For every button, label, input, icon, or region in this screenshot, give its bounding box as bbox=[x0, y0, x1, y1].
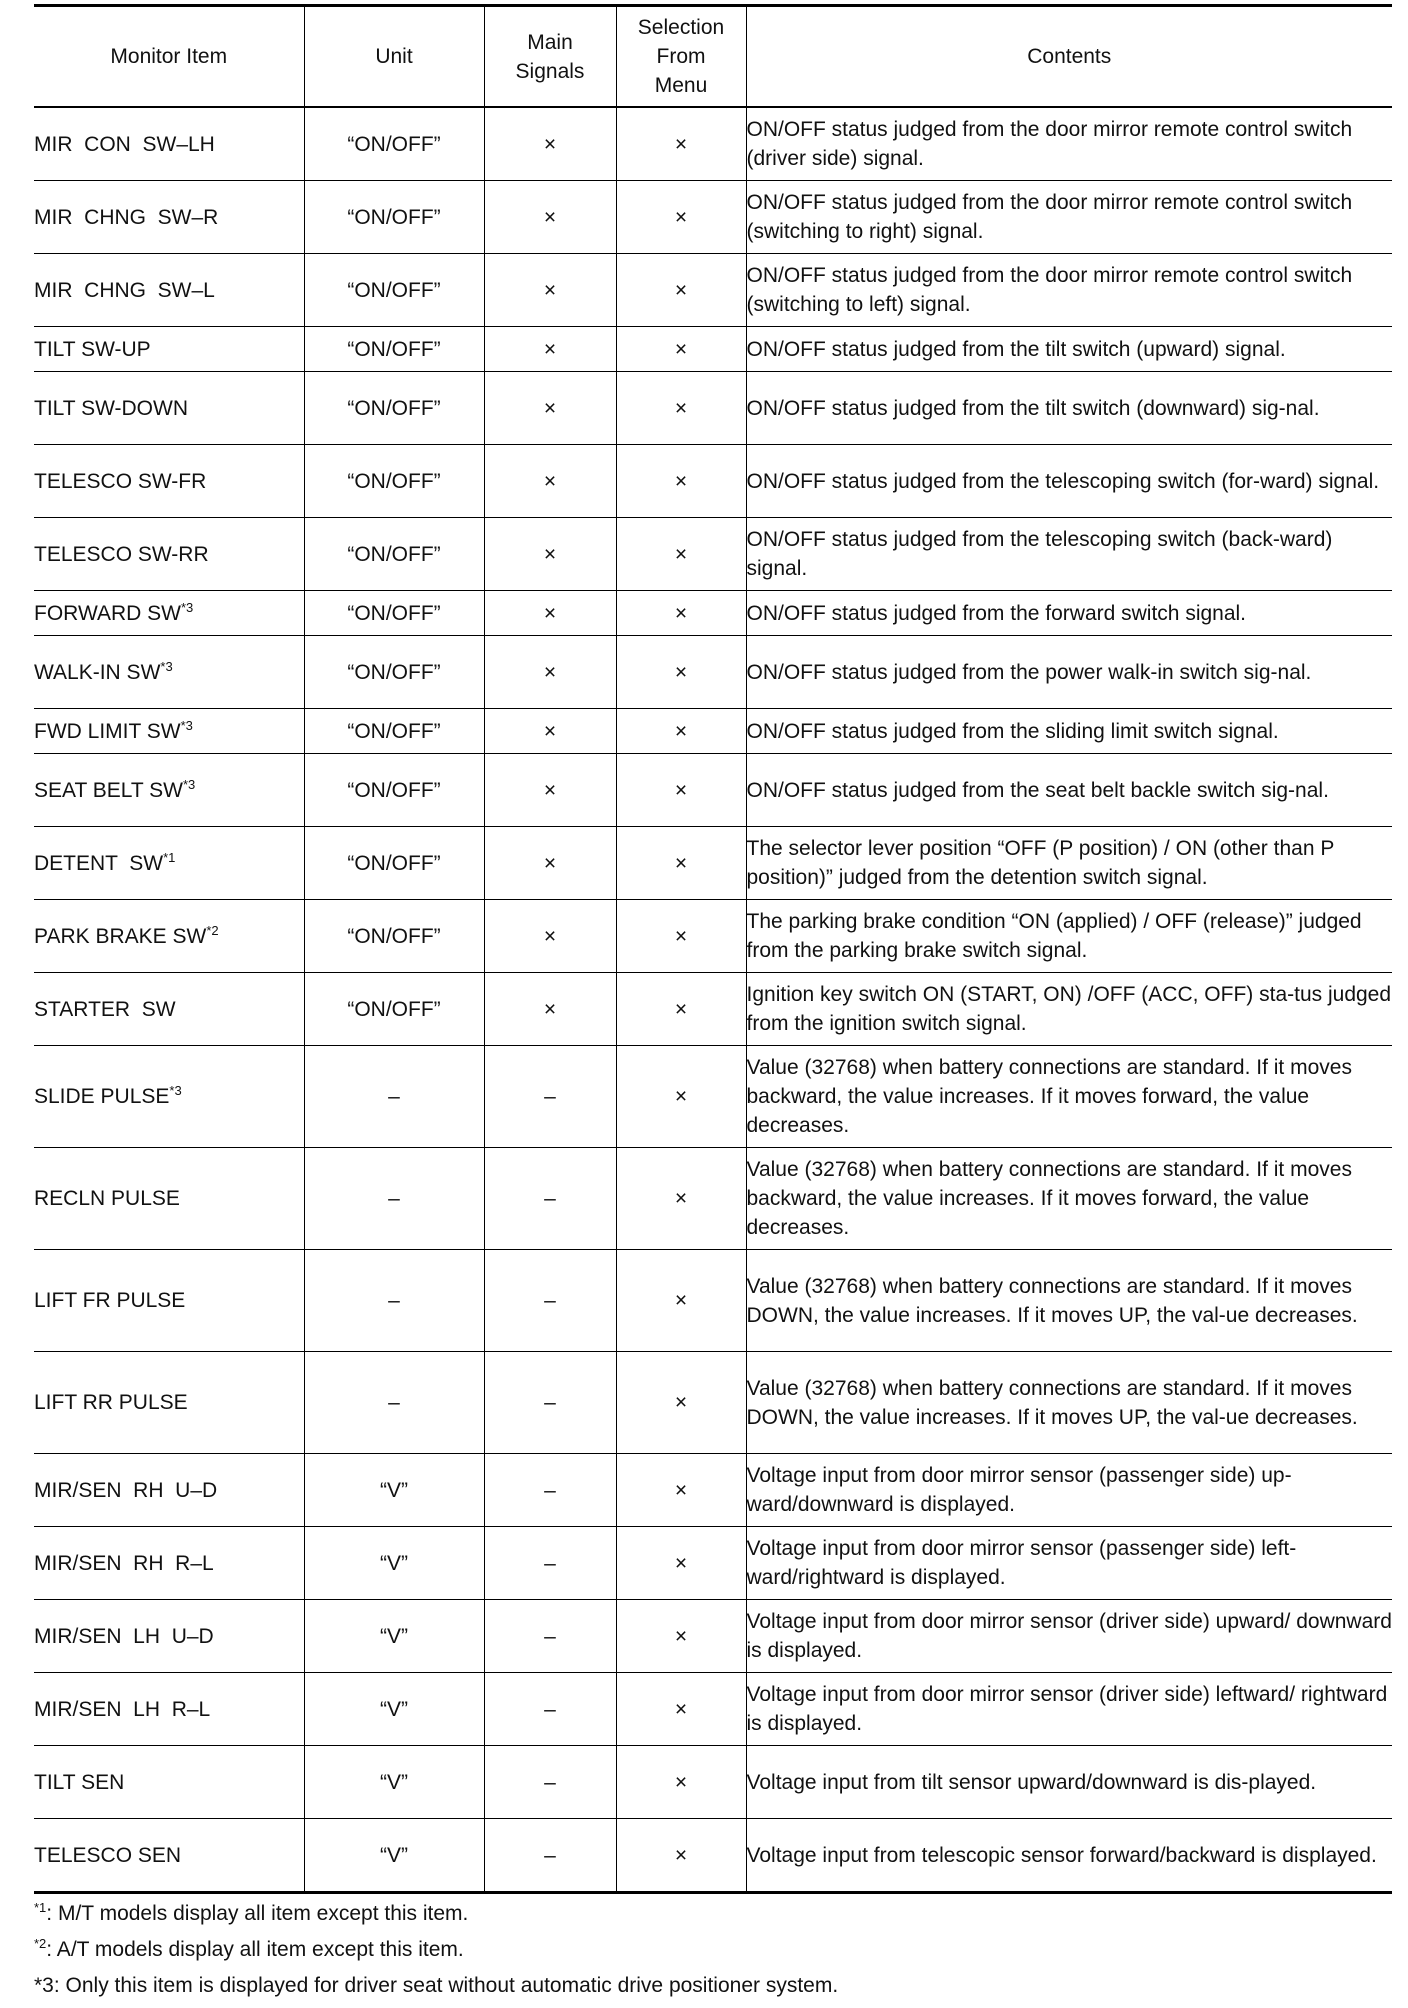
footnote-reference: *3 bbox=[181, 599, 194, 615]
cell-main-signals: × bbox=[484, 900, 616, 973]
cell-main-signals: – bbox=[484, 1148, 616, 1250]
monitor-item-label: MIR/SEN LH U–D bbox=[34, 1624, 214, 1648]
cell-selection-from-menu: × bbox=[616, 1673, 746, 1746]
cell-unit: “ON/OFF” bbox=[304, 181, 484, 254]
monitor-item-label: TELESCO SW-FR bbox=[34, 469, 207, 493]
cell-unit: “ON/OFF” bbox=[304, 518, 484, 591]
cell-monitor-item bbox=[34, 827, 304, 900]
cell-main-signals: – bbox=[484, 1673, 616, 1746]
table-row bbox=[34, 254, 1392, 327]
cell-monitor-item bbox=[34, 1046, 304, 1148]
cell-monitor-item bbox=[34, 1454, 304, 1527]
footnote-text: : M/T models display all item except this item. bbox=[46, 1902, 469, 1925]
cell-contents: The parking brake condition “ON (applied) / OFF (release)” judged from the parking brake switch signal. bbox=[746, 900, 1392, 973]
cell-contents: ON/OFF status judged from the telescoping switch (back-ward) signal. bbox=[746, 518, 1392, 591]
table-row bbox=[34, 1148, 1392, 1250]
cell-monitor-item bbox=[34, 636, 304, 709]
cell-main-signals: × bbox=[484, 107, 616, 181]
cell-contents: Value (32768) when battery connections are standard. If it moves DOWN, the value increases. If it moves UP, the val-ue decreases. bbox=[746, 1250, 1392, 1352]
monitor-item-label: TILT SW-UP bbox=[34, 337, 151, 361]
cell-monitor-item bbox=[34, 709, 304, 754]
table-row bbox=[34, 973, 1392, 1046]
column-header-monitor-item: Monitor Item bbox=[34, 6, 304, 108]
cell-contents: ON/OFF status judged from the forward switch signal. bbox=[746, 591, 1392, 636]
table-row bbox=[34, 1454, 1392, 1527]
table-row bbox=[34, 900, 1392, 973]
footnote bbox=[34, 1936, 1392, 1972]
cell-selection-from-menu: × bbox=[616, 973, 746, 1046]
cell-monitor-item bbox=[34, 1250, 304, 1352]
monitor-item-label: MIR CON SW–LH bbox=[34, 132, 215, 156]
table-header-row bbox=[34, 6, 1392, 108]
cell-monitor-item bbox=[34, 1819, 304, 1893]
cell-contents: ON/OFF status judged from the tilt switch (downward) sig-nal. bbox=[746, 372, 1392, 445]
cell-contents: ON/OFF status judged from the door mirror remote control switch (switching to right) signal. bbox=[746, 181, 1392, 254]
cell-monitor-item bbox=[34, 1600, 304, 1673]
cell-main-signals: × bbox=[484, 327, 616, 372]
cell-selection-from-menu: × bbox=[616, 1819, 746, 1893]
cell-unit: “V” bbox=[304, 1673, 484, 1746]
cell-unit: “V” bbox=[304, 1746, 484, 1819]
cell-contents: Value (32768) when battery connections are standard. If it moves backward, the value increases. If it moves forward, the value decreases. bbox=[746, 1046, 1392, 1148]
footnote bbox=[34, 1900, 1392, 1936]
monitor-item-label: MIR/SEN RH R–L bbox=[34, 1551, 214, 1575]
cell-selection-from-menu: × bbox=[616, 518, 746, 591]
footnote-reference: *2 bbox=[206, 922, 219, 938]
cell-contents: Value (32768) when battery connections are standard. If it moves backward, the value increases. If it moves forward, the value decreases. bbox=[746, 1148, 1392, 1250]
cell-contents: Voltage input from door mirror sensor (passenger side) left-ward/rightward is displayed. bbox=[746, 1527, 1392, 1600]
cell-selection-from-menu: × bbox=[616, 107, 746, 181]
cell-contents: The selector lever position “OFF (P position) / ON (other than P position)” judged from the detention switch signal. bbox=[746, 827, 1392, 900]
footnote-reference: *3 bbox=[169, 1083, 182, 1098]
monitor-item-label: LIFT FR PULSE bbox=[34, 1289, 186, 1312]
cell-unit: – bbox=[304, 1352, 484, 1454]
cell-unit: – bbox=[304, 1250, 484, 1352]
cell-contents: ON/OFF status judged from the sliding limit switch signal. bbox=[746, 709, 1392, 754]
cell-unit: “V” bbox=[304, 1454, 484, 1527]
cell-unit: “ON/OFF” bbox=[304, 254, 484, 327]
cell-contents: ON/OFF status judged from the telescoping switch (for-ward) signal. bbox=[746, 445, 1392, 518]
cell-unit: “ON/OFF” bbox=[304, 827, 484, 900]
cell-monitor-item bbox=[34, 754, 304, 827]
cell-main-signals: – bbox=[484, 1454, 616, 1527]
table-row bbox=[34, 445, 1392, 518]
table-row bbox=[34, 372, 1392, 445]
cell-main-signals: × bbox=[484, 591, 616, 636]
cell-main-signals: × bbox=[484, 709, 616, 754]
cell-selection-from-menu: × bbox=[616, 181, 746, 254]
monitor-item-label: MIR/SEN LH R–L bbox=[34, 1697, 211, 1721]
table-row bbox=[34, 1673, 1392, 1746]
table-row bbox=[34, 518, 1392, 591]
cell-selection-from-menu: × bbox=[616, 827, 746, 900]
monitor-item-label: DETENT SW bbox=[34, 851, 164, 875]
monitor-item-label: TILT SW-DOWN bbox=[34, 396, 188, 420]
cell-main-signals: × bbox=[484, 445, 616, 518]
cell-selection-from-menu: × bbox=[616, 1148, 746, 1250]
cell-selection-from-menu: × bbox=[616, 1527, 746, 1600]
monitor-item-label: SLIDE PULSE bbox=[34, 1085, 170, 1108]
cell-monitor-item bbox=[34, 445, 304, 518]
cell-monitor-item bbox=[34, 1746, 304, 1819]
cell-monitor-item bbox=[34, 518, 304, 591]
cell-monitor-item bbox=[34, 1673, 304, 1746]
cell-unit: “ON/OFF” bbox=[304, 107, 484, 181]
table-row bbox=[34, 107, 1392, 181]
cell-unit: “V” bbox=[304, 1819, 484, 1893]
cell-main-signals: – bbox=[484, 1046, 616, 1148]
footnote bbox=[34, 1972, 1392, 2008]
cell-main-signals: × bbox=[484, 181, 616, 254]
cell-contents: Value (32768) when battery connections are standard. If it moves DOWN, the value increases. If it moves UP, the val-ue decreases. bbox=[746, 1352, 1392, 1454]
cell-unit: “ON/OFF” bbox=[304, 445, 484, 518]
monitor-item-label: MIR CHNG SW–R bbox=[34, 205, 219, 229]
footnote-mark: *1 bbox=[34, 1900, 47, 1915]
cell-monitor-item bbox=[34, 327, 304, 372]
cell-unit: “ON/OFF” bbox=[304, 709, 484, 754]
table-row bbox=[34, 1352, 1392, 1454]
column-header-contents: Contents bbox=[746, 6, 1392, 108]
cell-unit: – bbox=[304, 1046, 484, 1148]
monitor-item-label: FORWARD SW bbox=[34, 601, 181, 625]
footnote-mark: *3 bbox=[34, 1974, 54, 1997]
cell-monitor-item bbox=[34, 591, 304, 636]
table-row bbox=[34, 709, 1392, 754]
cell-selection-from-menu: × bbox=[616, 1746, 746, 1819]
cell-selection-from-menu: × bbox=[616, 327, 746, 372]
cell-selection-from-menu: × bbox=[616, 1046, 746, 1148]
table-row bbox=[34, 1250, 1392, 1352]
cell-selection-from-menu: × bbox=[616, 754, 746, 827]
table-row bbox=[34, 1819, 1392, 1893]
table-row bbox=[34, 591, 1392, 636]
cell-selection-from-menu: × bbox=[616, 372, 746, 445]
cell-unit: “ON/OFF” bbox=[304, 973, 484, 1046]
cell-contents: ON/OFF status judged from the door mirror remote control switch (switching to left) signal. bbox=[746, 254, 1392, 327]
cell-monitor-item bbox=[34, 107, 304, 181]
cell-monitor-item bbox=[34, 900, 304, 973]
cell-main-signals: × bbox=[484, 518, 616, 591]
cell-main-signals: – bbox=[484, 1819, 616, 1893]
cell-contents: Voltage input from door mirror sensor (driver side) upward/ downward is displayed. bbox=[746, 1600, 1392, 1673]
monitor-item-label: SEAT BELT SW bbox=[34, 778, 183, 802]
cell-selection-from-menu: × bbox=[616, 1600, 746, 1673]
cell-contents: Voltage input from telescopic sensor forward/backward is displayed. bbox=[746, 1819, 1392, 1893]
cell-main-signals: × bbox=[484, 372, 616, 445]
cell-monitor-item bbox=[34, 254, 304, 327]
cell-contents: ON/OFF status judged from the seat belt backle switch sig-nal. bbox=[746, 754, 1392, 827]
cell-contents: ON/OFF status judged from the power walk-in switch sig-nal. bbox=[746, 636, 1392, 709]
monitor-item-label: RECLN PULSE bbox=[34, 1187, 180, 1210]
footnote-text: : Only this item is displayed for driver seat without automatic drive positioner system. bbox=[53, 1974, 839, 1997]
cell-unit: “V” bbox=[304, 1527, 484, 1600]
footnote-reference: *1 bbox=[163, 849, 176, 865]
cell-selection-from-menu: × bbox=[616, 1352, 746, 1454]
cell-unit: “ON/OFF” bbox=[304, 636, 484, 709]
table-row bbox=[34, 1046, 1392, 1148]
cell-monitor-item bbox=[34, 181, 304, 254]
cell-main-signals: × bbox=[484, 754, 616, 827]
cell-selection-from-menu: × bbox=[616, 1454, 746, 1527]
cell-main-signals: × bbox=[484, 827, 616, 900]
cell-main-signals: × bbox=[484, 254, 616, 327]
cell-monitor-item bbox=[34, 1527, 304, 1600]
monitor-item-label: PARK BRAKE SW bbox=[34, 924, 207, 948]
cell-main-signals: × bbox=[484, 636, 616, 709]
monitor-item-label: MIR CHNG SW–L bbox=[34, 278, 215, 302]
cell-selection-from-menu: × bbox=[616, 1250, 746, 1352]
cell-unit: “ON/OFF” bbox=[304, 754, 484, 827]
column-header-main-signals: Main Signals bbox=[484, 6, 616, 108]
cell-selection-from-menu: × bbox=[616, 636, 746, 709]
cell-contents: ON/OFF status judged from the door mirror remote control switch (driver side) signal. bbox=[746, 107, 1392, 181]
cell-monitor-item bbox=[34, 1148, 304, 1250]
cell-selection-from-menu: × bbox=[616, 709, 746, 754]
monitor-item-label: TELESCO SW-RR bbox=[34, 542, 209, 566]
cell-unit: “V” bbox=[304, 1600, 484, 1673]
cell-unit: “ON/OFF” bbox=[304, 327, 484, 372]
document-page bbox=[34, 4, 1392, 2008]
cell-main-signals: – bbox=[484, 1600, 616, 1673]
footnote-reference: *3 bbox=[160, 658, 173, 674]
footnote-mark: *2 bbox=[34, 1936, 47, 1951]
cell-contents: ON/OFF status judged from the tilt switch (upward) signal. bbox=[746, 327, 1392, 372]
cell-selection-from-menu: × bbox=[616, 254, 746, 327]
footnote-reference: *3 bbox=[180, 717, 193, 733]
table-row bbox=[34, 1527, 1392, 1600]
table-row bbox=[34, 327, 1392, 372]
cell-main-signals: – bbox=[484, 1352, 616, 1454]
cell-main-signals: – bbox=[484, 1746, 616, 1819]
cell-main-signals: – bbox=[484, 1527, 616, 1600]
footnote-text: : A/T models display all item except this item. bbox=[46, 1938, 464, 1961]
monitor-item-label: TILT SEN bbox=[34, 1770, 125, 1794]
table-row bbox=[34, 1746, 1392, 1819]
cell-contents: Voltage input from door mirror sensor (driver side) leftward/ rightward is displayed. bbox=[746, 1673, 1392, 1746]
monitor-item-label: LIFT RR PULSE bbox=[34, 1391, 188, 1414]
footnote-reference: *3 bbox=[183, 776, 196, 792]
monitor-item-table bbox=[34, 4, 1392, 1894]
monitor-item-label: MIR/SEN RH U–D bbox=[34, 1478, 218, 1502]
monitor-item-label: STARTER SW bbox=[34, 997, 176, 1021]
table-row bbox=[34, 754, 1392, 827]
monitor-item-label: WALK-IN SW bbox=[34, 660, 161, 684]
cell-unit: – bbox=[304, 1148, 484, 1250]
cell-selection-from-menu: × bbox=[616, 591, 746, 636]
cell-contents: Voltage input from tilt sensor upward/downward is dis-played. bbox=[746, 1746, 1392, 1819]
column-header-selection-from-menu: Selection From Menu bbox=[616, 6, 746, 108]
column-header-unit: Unit bbox=[304, 6, 484, 108]
cell-selection-from-menu: × bbox=[616, 900, 746, 973]
table-row bbox=[34, 181, 1392, 254]
cell-unit: “ON/OFF” bbox=[304, 900, 484, 973]
table-row bbox=[34, 1600, 1392, 1673]
cell-monitor-item bbox=[34, 1352, 304, 1454]
cell-unit: “ON/OFF” bbox=[304, 591, 484, 636]
cell-contents: Voltage input from door mirror sensor (passenger side) up-ward/downward is displayed. bbox=[746, 1454, 1392, 1527]
cell-contents: Ignition key switch ON (START, ON) /OFF (ACC, OFF) sta-tus judged from the ignition switch signal. bbox=[746, 973, 1392, 1046]
cell-unit: “ON/OFF” bbox=[304, 372, 484, 445]
cell-main-signals: – bbox=[484, 1250, 616, 1352]
cell-main-signals: × bbox=[484, 973, 616, 1046]
table-row bbox=[34, 636, 1392, 709]
table-row bbox=[34, 827, 1392, 900]
cell-monitor-item bbox=[34, 372, 304, 445]
cell-monitor-item bbox=[34, 973, 304, 1046]
monitor-item-label: TELESCO SEN bbox=[34, 1843, 182, 1867]
cell-selection-from-menu: × bbox=[616, 445, 746, 518]
footnotes bbox=[34, 1900, 1392, 2008]
monitor-item-label: FWD LIMIT SW bbox=[34, 719, 181, 743]
